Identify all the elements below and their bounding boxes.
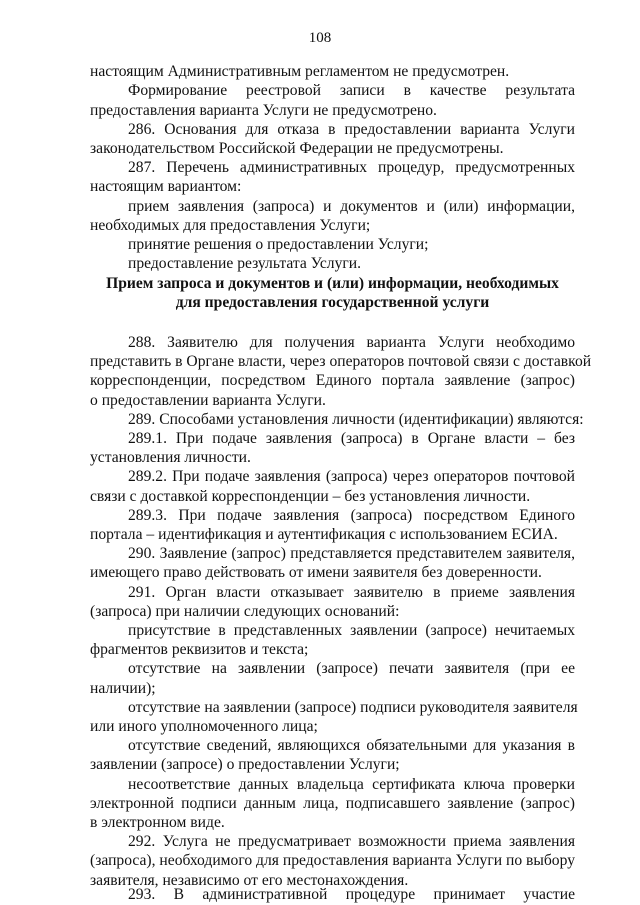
text-line: 289. Способами установления личности (идентификации) являются: [128, 411, 584, 428]
text-line: портала – идентификация и аутентификация с использованием ЕСИА. [90, 526, 558, 543]
text-line: несоответствие данных владельца сертификата ключа проверки [128, 776, 575, 793]
text-line: настоящим Административным регламентом не предусмотрен. [90, 63, 510, 80]
text-line: присутствие в представленных заявлении (запросе) нечитаемых [128, 622, 575, 639]
text-line: 289.2. При подаче заявления (запроса) через операторов почтовой [128, 468, 575, 485]
text-line: Формирование реестровой записи в качестве результата [128, 82, 575, 99]
text-line: 286. Основания для отказа в предоставлении варианта Услуги [128, 121, 575, 138]
section-heading: для предоставления государственной услуги [175, 294, 490, 311]
text-line: 288. Заявителю для получения варианта Услуги необходимо [128, 334, 575, 351]
text-line: фрагментов реквизитов и текста; [90, 641, 309, 658]
section-heading: Прием запроса и документов и (или) информации, необходимых [106, 275, 559, 292]
text-line: отсутствие на заявлении (запросе) печати заявителя (при ее [128, 660, 575, 677]
text-line: 292. Услуга не предусматривает возможности приема заявления [128, 833, 575, 850]
page-number: 108 [308, 30, 332, 46]
text-line: настоящим вариантом: [90, 178, 242, 195]
text-line: отсутствие сведений, являющихся обязательными для указания в [128, 737, 575, 754]
text-line: в электронном виде. [90, 814, 225, 831]
text-line: предоставления варианта Услуги не предусмотрено. [90, 102, 437, 119]
text-line: установления личности. [90, 449, 251, 466]
text-line: законодательством Российской Федерации не предусмотрены. [90, 140, 504, 157]
text-line: необходимых для предоставления Услуги; [90, 217, 371, 234]
text-line: или иного уполномоченного лица; [90, 718, 318, 735]
text-line: предоставление результата Услуги. [128, 255, 361, 272]
text-line: электронной подписи данным лица, подписавшего заявление (запрос) [90, 795, 575, 812]
text-line: прием заявления (запроса) и документов и (или) информации, [128, 198, 575, 215]
text-line: принятие решения о предоставлении Услуги; [128, 236, 429, 253]
text-line: имеющего право действовать от имени заявителя без доверенности. [90, 564, 542, 581]
text-line: 287. Перечень административных процедур, предусмотренных [128, 159, 575, 176]
text-line: (запроса) при наличии следующих оснований: [90, 603, 400, 620]
text-line: 289.1. При подаче заявления (запроса) в Органе власти – без [128, 430, 575, 447]
text-line: (запроса), необходимого для предоставления варианта Услуги по выбору [90, 852, 575, 869]
text-line: заявителя, независимо от его местонахождения. [90, 872, 409, 889]
text-line: наличии); [90, 680, 156, 697]
text-line: 291. Орган власти отказывает заявителю в приеме заявления [128, 584, 575, 601]
text-line: 293. В административной процедуре принимает участие [128, 886, 575, 903]
text-line: 289.3. При подаче заявления (запроса) посредством Единого [128, 507, 575, 524]
text-line: о предоставлении варианта Услуги. [90, 392, 326, 409]
text-line: заявлении (запросе) о предоставлении Услуги; [90, 756, 400, 773]
text-line: корреспонденции, посредством Единого портала заявление (запрос) [90, 372, 575, 389]
text-line: связи с доставкой корреспонденции – без установления личности. [90, 488, 531, 505]
text-line: представить в Органе власти, через операторов почтовой связи с доставкой [90, 353, 592, 370]
text-line: отсутствие на заявлении (запросе) подписи руководителя заявителя [128, 699, 578, 716]
text-line: 290. Заявление (запрос) представляется представителем заявителя, [128, 545, 575, 562]
